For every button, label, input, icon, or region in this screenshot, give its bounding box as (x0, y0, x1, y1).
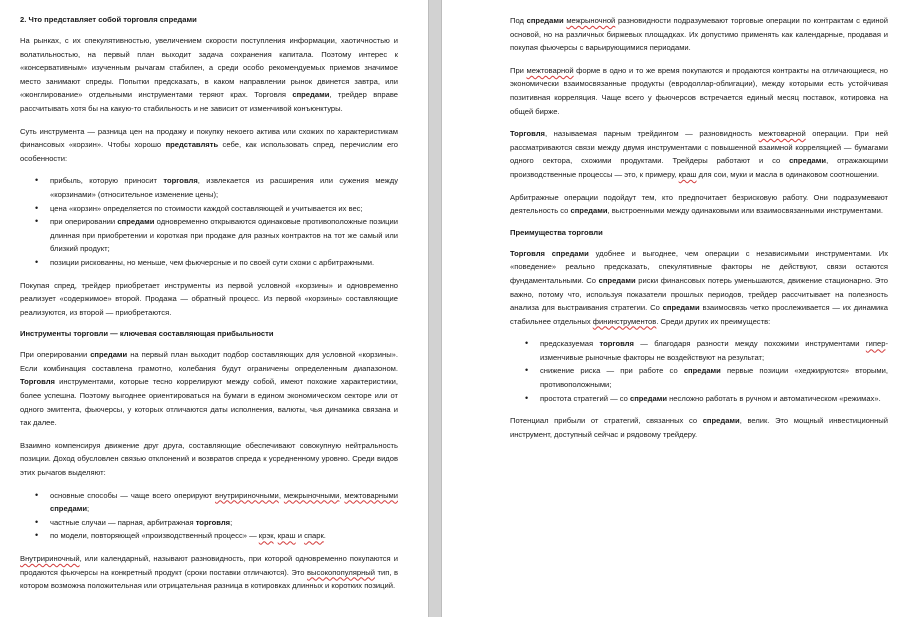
subheading: Инструменты торговли — ключевая составляющая прибыльности (20, 329, 274, 339)
text-run: себе, как использовать спред, перечислим его особенности: (20, 140, 399, 163)
list-item[interactable]: • частные случаи — парная, арбитражная торговля; (50, 516, 398, 530)
list-item[interactable]: • предсказуемая торговля — благодаря разности между похожими инструментами гипер-изменчивые рыночные факторы не воздействуют на результат; (540, 337, 888, 364)
spellcheck-word[interactable]: краш (277, 531, 296, 541)
spellcheck-word[interactable]: фининструментов (592, 316, 657, 326)
spellcheck-word[interactable]: краш (678, 169, 697, 179)
spellcheck-word[interactable]: внутририночными (215, 490, 279, 500)
bullet-list (510, 337, 888, 405)
paragraph[interactable]: Торговля спредами удобнее и выгоднее, чем операции с независимыми инструментами. Их «поведение» реально предсказать, спекулятивные факторы не действуют, связи остаются фундаментальными. Со спредами риски финансовых потерь уменьшаются, движение стационарно. Это важно, потому что, используя показатели прошлых периодов, трейдер рассчитывает на полезность анализа для выстраивания стратегии. Со спредами взаимосвязь четко прослеживается — их динамика стабильнее отдельных фининструментов. Среди других их преимуществ: (510, 248, 888, 326)
section-heading: 2. Что представляет собой торговля спредами (20, 15, 197, 24)
spellcheck-word[interactable]: межтоварными (344, 490, 398, 500)
spellcheck-word[interactable]: крэк (258, 531, 274, 541)
spellcheck-word[interactable]: межрыночными (283, 490, 340, 500)
paragraph[interactable]: При оперировании спредами на первый план выходит подбор составляющих для условной «корзины». Если комбинация составлена грамотно, колебания будут ограничены определенным диапазоном. Торговля инструментами, которые тесно коррелируют между собой, имеют похожие характеристики, более успешна. Поэтому выгоднее ориентироваться на бумаги в едином экономическом секторе или от одного эмитента, фьючерсы, у которых отличаются даты исполнения, валюты, чья динамика связана и так далее. (20, 350, 398, 428)
page-content (510, 14, 888, 450)
text-run: Суть инструмента — разница цен на продажу и покупку некоего актива или схожих по характеристикам финансовых «корзин». Чтобы хорошо (20, 126, 398, 150)
paragraph[interactable]: Взаимно компенсируя движение друг друга, составляющие обеспечивают совокупную нейтральность позиции. Доход обусловлен связью отклонений и возвратов спреда к усредненному уровню. Среди видов этих рычагов выделяют: (20, 440, 398, 478)
list-item[interactable]: • снижение риска — при работе со спредами первые позиции «хеджируются» вторыми, противоположными; (540, 364, 888, 391)
bullet-list (20, 489, 398, 543)
spellcheck-word[interactable]: гипер (865, 339, 886, 349)
paragraph[interactable]: Внутририночный, или календарный, называют разновидность, при которой одновременно покупаются и продаются фьючерсы на конкретный продукт (сроки поставки отличаются). Это высокопопулярный тип, в котором возможна положительная или отрицательная разница в котировках длинных и коротких позиций. (20, 554, 398, 591)
document-page-left[interactable] (0, 0, 428, 617)
spellcheck-word[interactable]: высокопопулярный (307, 567, 375, 577)
text-run: , трейдер вправе рассчитывать хотя бы на какую-то стабильность и не зависит от изменчивой конъюнктуры. (20, 90, 399, 113)
spellcheck-word[interactable]: спарк (304, 531, 324, 541)
paragraph[interactable]: Торговля, называемая парным трейдингом — разновидность межтоварной операции. При ней рассматриваются связи между двумя инструментами с повышенной взаимной корреляцией — бумагами одного сектора, схожими продуктами. Трейдеры работают и со спредами, отражающими производственные процессы — это, к примеру, краш для сои, муки и масла в одинаковом соотношении. (510, 129, 888, 179)
paragraph[interactable]: Покупая спред, трейдер приобретает инструменты из первой условной «корзины» и одновременно реализует «содержимое» второй. Продажа — обратный процесс. Из первой «корзины» составляющие реализуются, из второй — приобретаются. (20, 280, 398, 317)
page-content (20, 14, 398, 602)
bullet-list (20, 174, 398, 269)
list-item[interactable]: • при оперировании спредами одновременно открываются одинаковые противоположные позиции длинная при приобретении и короткая при продаже для разных контрактов на тот же самый или близкий продукт; (50, 215, 398, 256)
spellcheck-word[interactable]: межтоварной (758, 129, 806, 139)
document-page-right[interactable] (442, 0, 911, 617)
paragraph[interactable]: Арбитражные операции подойдут тем, кто предпочитает безрисковую работу. Они подразумевают деятельность со спредами, выстроенными между одинаковыми или взаимосвязанными инструментами. (510, 192, 888, 216)
page-gutter (428, 0, 442, 617)
paragraph[interactable] (20, 34, 398, 116)
spellcheck-word[interactable]: Внутририночный (20, 554, 80, 563)
list-item[interactable]: • основные способы — чаще всего оперируют внутририночными, межрыночными, межтоварными спредами; (50, 489, 398, 516)
list-item[interactable]: • цена «корзин» определяется по стоимости каждой составляющей и учитывается их вес; (50, 202, 398, 216)
paragraph[interactable]: Под спредами межрыночной разновидности подразумевают торговые операции по контрактам с единой основой, но на различных биржевых площадках. Их допустимо применять как календарные, продавая и покупая фьючерсы с варьирующимися периодами. (510, 16, 888, 53)
list-item[interactable]: • прибыль, которую приносит торговля, извлекается из расширения или сужения между «корзинами» (относительное изменение цены); (50, 174, 398, 201)
subheading: Преимущества торговли (510, 227, 603, 237)
spellcheck-word[interactable]: межрыночной (566, 16, 616, 25)
paragraph[interactable]: При межтоварной форме в одно и то же время покупаются и продаются контракты на отличающиеся, но экономически взаимосвязанные продукты (евродоллар-облигации), между которыми есть устойчивая позитивная корреляция. Чаще всего у фьючерсов встречается единый месяц поставок, котировка на общей бирже. (510, 65, 888, 116)
list-item[interactable]: • позиции рискованны, но меньше, чем фьючерсные и по своей сути схожи с арбитражными. (50, 256, 398, 270)
bold-run: спредами (292, 90, 330, 100)
paragraph[interactable]: Потенциал прибыли от стратегий, связанных со спредами, велик. Это мощный инвестиционный инструмент, доступный сейчас и рядовому трейдеру. (510, 416, 888, 439)
bold-run: представлять (165, 140, 219, 150)
text-run: На рынках, с их спекулятивностью, увеличением скорости поступления информации, хаотичностью и волатильностью, на первый план выходит задача сохранения капитала. Поэтому интерес к «консервативным» изученным рычагам стабилен, а среди особо рекомендуемых приемов значимое место занимают спреды. Попытки предсказать, в каком направлении рынок двинется завтра, или «жонглирование» отдельными инструментами теряют крах. Торговля (20, 36, 398, 100)
spellcheck-word[interactable]: межтоварной (526, 65, 574, 75)
list-item[interactable]: • простота стратегий — со спредами несложно работать в ручном и автоматическом «режимах». (540, 392, 888, 406)
paragraph[interactable] (20, 125, 398, 166)
list-item[interactable]: • по модели, повторяющей «производственный процесс» — крэк, краш и спарк. (50, 529, 398, 543)
